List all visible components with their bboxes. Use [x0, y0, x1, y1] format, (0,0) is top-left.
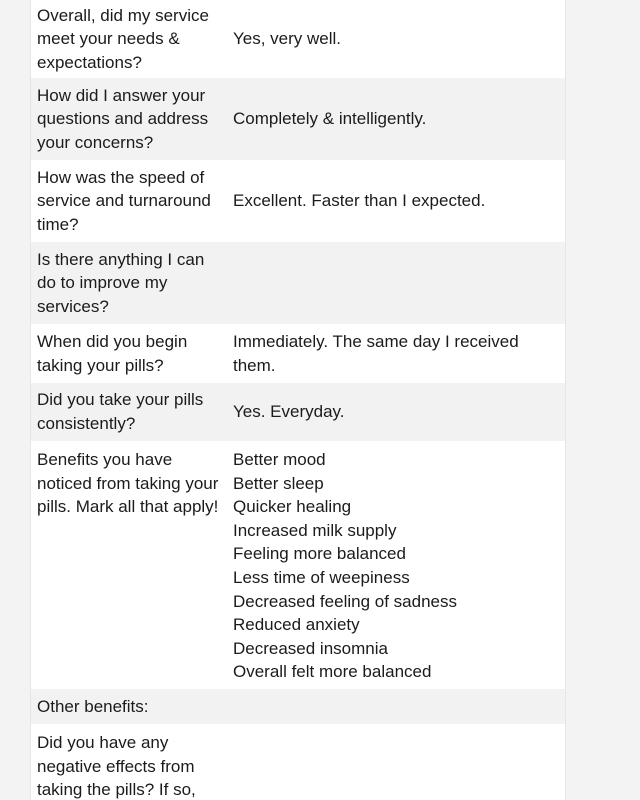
feedback-table	[30, 0, 566, 800]
table-row	[31, 724, 565, 800]
answer-cell	[226, 160, 565, 242]
question-text: How did I answer your questions and address your concerns?	[37, 85, 209, 152]
benefit-item: Feeling more balanced	[233, 544, 406, 564]
question-text: Is there anything I can do to improve my services?	[37, 249, 205, 316]
answer-cell	[226, 242, 565, 324]
question-cell	[31, 78, 226, 160]
answer-text: Immediately. The same day I received them.	[233, 331, 519, 375]
table-row	[31, 441, 565, 689]
answer-cell	[226, 689, 565, 724]
table-row	[31, 78, 565, 160]
table-row	[31, 324, 565, 383]
benefit-item: Overall felt more balanced	[233, 662, 432, 682]
benefit-item: Less time of weepiness	[233, 567, 410, 587]
answer-cell	[226, 383, 565, 441]
benefit-item: Better sleep	[233, 473, 324, 493]
question-cell	[31, 724, 226, 800]
benefit-item: Increased milk supply	[233, 520, 397, 540]
answer-cell	[226, 441, 565, 689]
table-row	[31, 689, 565, 724]
question-cell	[31, 383, 226, 441]
table-row	[31, 242, 565, 324]
table-row	[31, 160, 565, 242]
table-row	[31, 383, 565, 441]
question-cell	[31, 242, 226, 324]
question-text: Overall, did my service meet your needs & expectations?	[37, 5, 209, 72]
question-text: When did you begin taking your pills?	[37, 331, 188, 375]
question-text: Did you have any negative effects from taking the pills? If so,	[37, 733, 196, 800]
question-cell	[31, 160, 226, 242]
answer-cell	[226, 724, 565, 800]
answer-text: Completely & intelligently.	[233, 109, 427, 129]
answer-cell	[226, 78, 565, 160]
answer-text: Yes, very well.	[233, 29, 342, 49]
question-text: Did you take your pills consistently?	[37, 390, 204, 433]
answer-cell	[226, 324, 565, 383]
benefit-item: Decreased feeling of sadness	[233, 591, 457, 611]
benefit-item: Quicker healing	[233, 497, 352, 517]
table-row	[31, 0, 565, 78]
answer-text: Excellent. Faster than I expected.	[233, 191, 486, 211]
question-cell	[31, 441, 226, 689]
benefit-item: Reduced anxiety	[233, 615, 360, 635]
question-text: Other benefits:	[37, 696, 149, 716]
question-cell	[31, 689, 226, 724]
benefit-item: Better mood	[233, 450, 326, 469]
benefit-item: Decreased insomnia	[233, 638, 388, 658]
question-cell	[31, 324, 226, 383]
answer-text: Yes. Everyday.	[233, 402, 345, 422]
answer-cell	[226, 0, 565, 78]
question-text: Benefits you have noticed from taking your pills. Mark all that apply!	[37, 450, 219, 517]
question-text: How was the speed of service and turnaround time?	[37, 167, 211, 234]
question-cell	[31, 0, 226, 78]
